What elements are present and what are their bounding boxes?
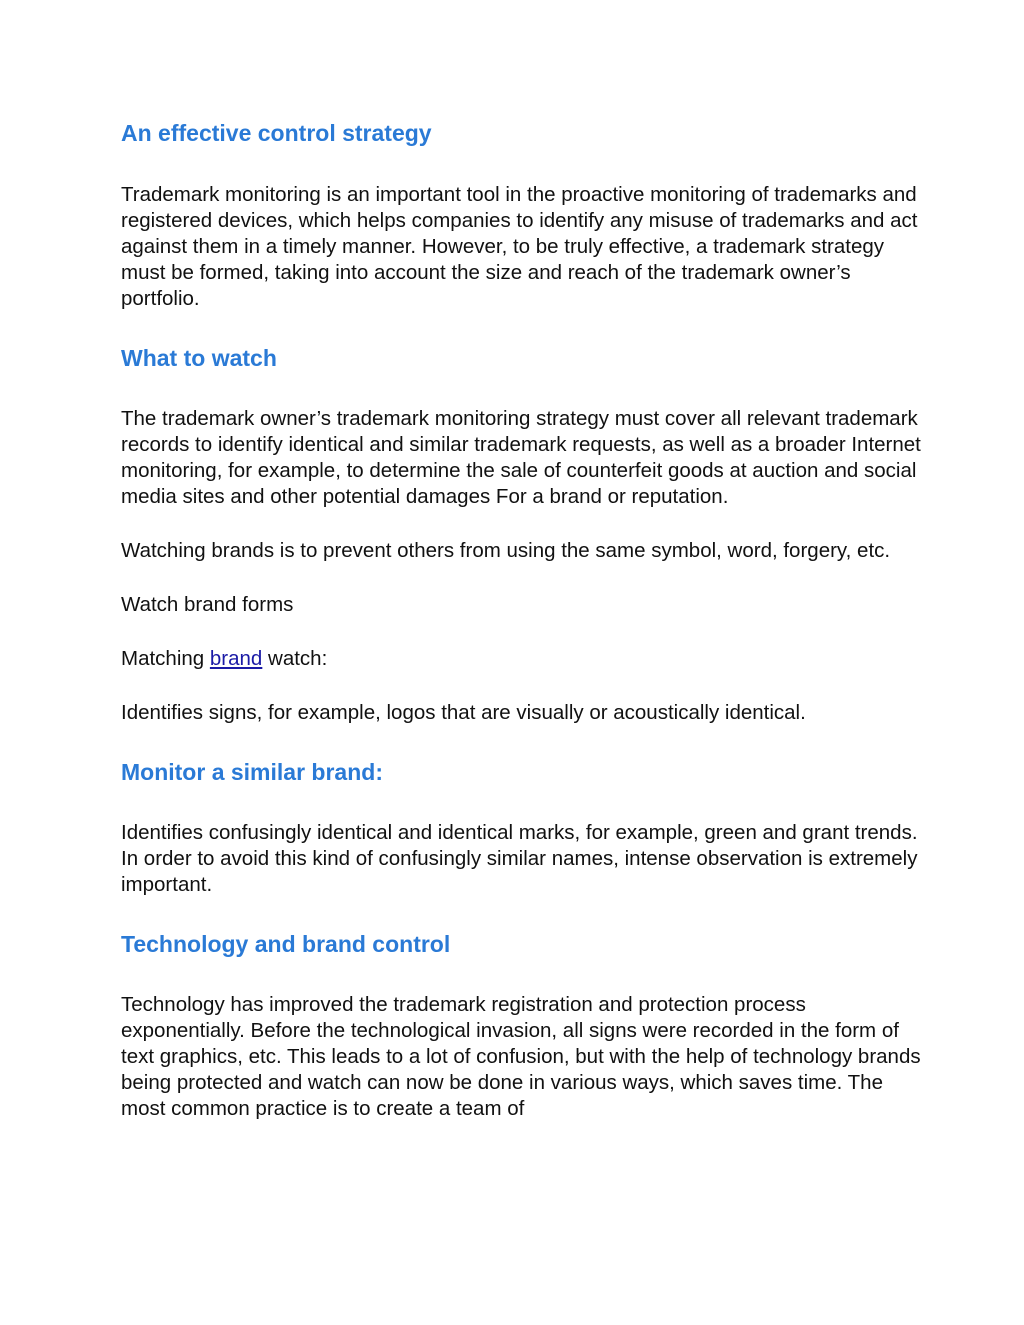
paragraph-technology-improved: Technology has improved the trademark registration and protection process exponentially. Before the technological invasion, all signs were recorded in the form of text graphics, etc. This leads to a lot of confusion, but with the help of technology brands being protected and watch can now be done in various ways, which saves time. The most common practice is to create a team of xyxy=(121,993,921,1120)
paragraph-watch-brand-forms: Watch brand forms xyxy=(121,593,294,616)
paragraph-watching-brands: Watching brands is to prevent others from using the same symbol, word, forgery, etc. xyxy=(121,539,891,562)
matching-text-before: Matching xyxy=(121,647,210,670)
heading-technology-brand-control: Technology and brand control xyxy=(121,931,451,957)
paragraph-confusingly-identical: Identifies confusingly identical and identical marks, for example, green and grant trends. In order to avoid this kind of confusingly similar names, intense observation is extremely important. xyxy=(121,821,918,896)
brand-link[interactable]: brand xyxy=(209,647,263,670)
heading-effective-control-strategy: An effective control strategy xyxy=(121,120,432,146)
paragraph-trademark-monitoring: Trademark monitoring is an important tool in the proactive monitoring of trademarks and registered devices, which helps companies to identify any misuse of trademarks and act against them in a timely manner. However, to be truly effective, a trademark strategy must be formed, taking into account the size and reach of the trademark owner’s portfolio. xyxy=(121,183,918,310)
paragraph-matching-brand-watch xyxy=(121,646,921,672)
paragraph-identifies-signs: Identifies signs, for example, logos that are visually or acoustically identical. xyxy=(121,701,806,724)
paragraph-monitoring-strategy: The trademark owner’s trademark monitoring strategy must cover all relevant trademark records to identify identical and similar trademark requests, as well as a broader Internet monitoring, for example, to determine the sale of counterfeit goods at auction and social media sites and other potential damages For a brand or reputation. xyxy=(121,407,921,508)
heading-what-to-watch: What to watch xyxy=(121,345,277,371)
document-page xyxy=(121,118,921,1122)
matching-text-after: watch: xyxy=(262,647,328,670)
heading-monitor-similar-brand: Monitor a similar brand: xyxy=(121,759,383,785)
